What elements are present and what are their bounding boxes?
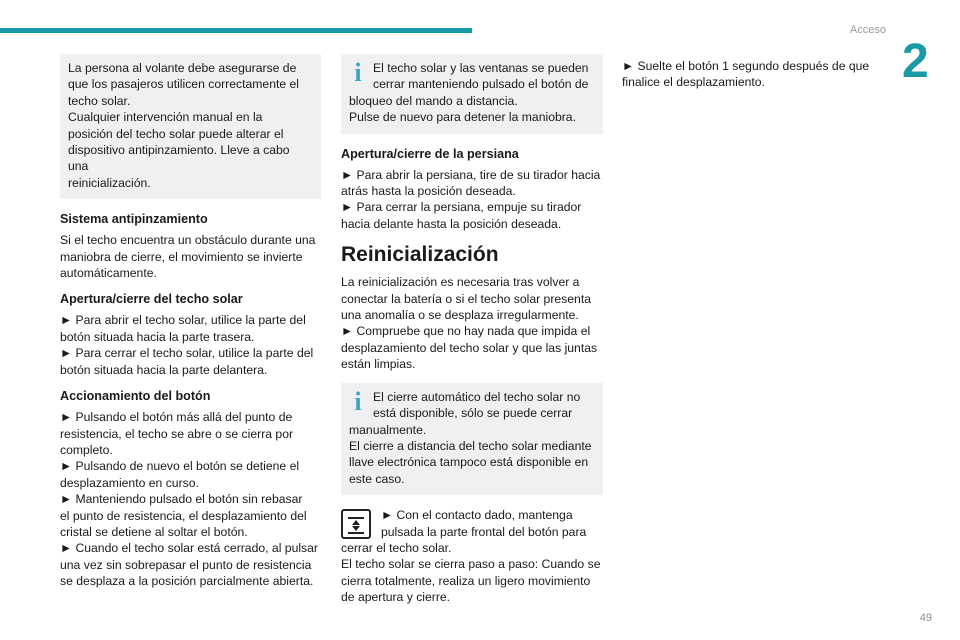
text-line: se desplaza a la posición parcialmente abierta. — [60, 574, 314, 589]
column-2 — [341, 54, 603, 606]
text-line: automáticamente. — [60, 266, 157, 281]
text-line: botón situada hacia la parte delantera. — [60, 362, 268, 377]
note-line: El cierre a distancia del techo solar mediante — [349, 438, 592, 453]
note-line: posición del techo solar puede alterar el — [68, 126, 284, 141]
text-line: desplazamiento del techo solar y que las juntas — [341, 340, 598, 355]
text-line: una vez sin sobrepasar el punto de resistencia — [60, 557, 312, 572]
note-line: reinicialización. — [68, 175, 151, 190]
column-3 — [622, 58, 884, 91]
heading-antipinch: Sistema antipinzamiento — [60, 212, 208, 227]
note-line: manualmente. — [349, 422, 427, 437]
text-line: ► Para cerrar el techo solar, utilice la parte del — [60, 346, 314, 361]
note-line: está disponible, sólo se puede cerrar — [373, 406, 573, 421]
text-line: La reinicialización es necesaria tras volver a — [341, 275, 580, 290]
text-line: cerrar el techo solar. — [341, 540, 452, 555]
text-line: ► Manteniendo pulsado el botón sin rebasar — [60, 492, 303, 507]
sunroof-button-icon — [341, 509, 371, 539]
note-line: llave electrónica tampoco está disponible en — [349, 455, 589, 470]
note-line: bloqueo del mando a distancia. — [349, 93, 518, 108]
text-line: completo. — [60, 442, 113, 457]
note-line: Pulse de nuevo para detener la maniobra. — [349, 110, 576, 125]
note-line: El techo solar y las ventanas se pueden — [373, 61, 589, 75]
heading-blind: Apertura/cierre de la persiana — [341, 146, 519, 161]
note-line: dispositivo antipinzamiento. Lleve a cabo una — [68, 143, 290, 174]
warning-note — [60, 54, 321, 199]
text-line: ► Para cerrar la persiana, empuje su tirador — [341, 200, 582, 215]
text-line: están limpias. — [341, 357, 416, 372]
chapter-number: 2 — [902, 35, 929, 88]
page-number: 49 — [919, 612, 932, 624]
text-line: ► Cuando el techo solar está cerrado, al pulsar — [60, 541, 318, 556]
heading-reinit: Reinicialización — [341, 243, 499, 267]
text-line: Si el techo encuentra un obstáculo durante una — [60, 233, 316, 248]
text-line: ► Pulsando el botón más allá del punto de — [60, 410, 293, 425]
info-icon: i — [354, 386, 362, 416]
heading-open-close-roof: Apertura/cierre del techo solar — [60, 292, 243, 307]
text-line: ► Pulsando de nuevo el botón se detiene el — [60, 459, 300, 474]
text-line: ► Para abrir el techo solar, utilice la parte del — [60, 313, 306, 328]
note-line: cerrar manteniendo pulsado el botón de — [373, 77, 589, 92]
text-line: resistencia, el techo se abre o se cierra por — [60, 426, 294, 441]
note-line: El cierre automático del techo solar no — [373, 389, 581, 404]
text-line: el punto de resistencia, el desplazamiento del — [60, 508, 307, 523]
note-line: que los pasajeros utilicen correctamente el — [68, 77, 300, 92]
text-line: cierra totalmente, realiza un ligero movimiento — [341, 573, 591, 588]
note-line: techo solar. — [68, 93, 131, 108]
reinit-step — [341, 507, 603, 605]
text-line: ► Con el contacto dado, mantenga — [381, 508, 573, 523]
text-line: una anomalía o se desplaza irregularmente. — [341, 308, 579, 323]
note-line: este caso. — [349, 471, 405, 486]
note-line: La persona al volante debe asegurarse de — [68, 61, 297, 75]
text-line: hacia delante hasta la posición deseada. — [341, 216, 562, 231]
header-accent-bar — [0, 28, 472, 33]
text-line: El techo solar se cierra paso a paso: Cuando se — [341, 557, 601, 572]
section-title: Acceso — [849, 24, 886, 36]
text-line: pulsada la parte frontal del botón para — [381, 524, 587, 539]
text-line: botón situada hacia la parte trasera. — [60, 329, 255, 344]
text-line: finalice el desplazamiento. — [622, 75, 765, 90]
note-line: Cualquier intervención manual en la — [68, 110, 263, 125]
text-line: atrás hasta la posición deseada. — [341, 184, 516, 199]
text-line: conectar la batería o si el techo solar presenta — [341, 291, 591, 306]
text-line: de apertura y cierre. — [341, 590, 451, 605]
info-icon: i — [354, 58, 362, 87]
info-note-auto-close — [341, 383, 603, 495]
text-line: ► Para abrir la persiana, tire de su tirador hacia — [341, 167, 601, 182]
text-line: desplazamiento en curso. — [60, 475, 199, 490]
text-line: maniobra de cierre, el movimiento se invierte — [60, 249, 303, 264]
text-line: ► Compruebe que no hay nada que impida el — [341, 324, 591, 339]
text-line: ► Suelte el botón 1 segundo después de que — [622, 59, 870, 73]
info-note-remote — [341, 54, 603, 134]
column-1 — [60, 54, 321, 590]
text-line: cristal se detiene al soltar el botón. — [60, 524, 248, 539]
heading-button-operation: Accionamiento del botón — [60, 389, 211, 404]
